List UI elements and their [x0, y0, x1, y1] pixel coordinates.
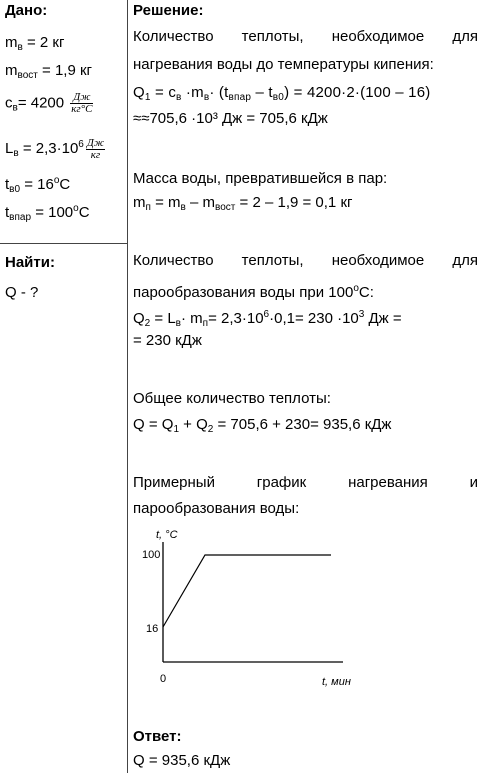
- given-boil-temp: $t_{впар} = 100^оС$: [5, 203, 90, 223]
- given-mass-remaining: $m_{вост} = 1,9$ кг: [5, 62, 92, 81]
- graph-heating-line: [163, 555, 331, 627]
- graph-tick-100: 100: [142, 549, 161, 561]
- solution-line-10: = 230 кДж: [133, 332, 202, 349]
- graph-y-label: t, °C: [156, 529, 178, 541]
- solution-line-3: $Q_1 = c_в \cdot m_в\cdot (t_{впар} - t_{в0}) = 4200\cdot 2\cdot(100 - 16)$: [133, 84, 431, 103]
- answer-value: Q = 935,6 кДж: [133, 752, 231, 769]
- solution-line-4: ≈≈705,6 ·10³ Дж = 705,6 кДж: [133, 110, 328, 127]
- solution-line-13: Примерный график нагревания и: [133, 474, 478, 491]
- solution-line-12: $Q = Q_1 + Q_2 = 705,6 + 230= 935,6$ кДж: [133, 416, 392, 435]
- solution-line-11: Общее количество теплоты:: [133, 390, 331, 407]
- given-header: Дано:: [5, 2, 48, 19]
- graph-origin: 0: [160, 673, 167, 685]
- graph-tick-16: 16: [146, 623, 159, 635]
- solution-line-7: Количество теплоты, необходимое для: [133, 252, 478, 269]
- solution-line-2: нагревания воды до температуры кипения:: [133, 56, 434, 73]
- given-latent-heat: $L_в = 2,3\cdot 10^6$ $\frac{Дж}{кг}$: [5, 136, 105, 161]
- solution-line-9: $Q_2 = L_в\cdot m_п= 2,3\cdot 10^6\cdot 0,1= 230 \cdot 10^3$ Дж =: [133, 309, 402, 329]
- solution-header: Решение:: [133, 2, 204, 19]
- solution-line-14: парообразования воды:: [133, 500, 300, 517]
- solution-line-1: Количество теплоты, необходимое для: [133, 28, 478, 45]
- solution-line-6: $m_п = m_в - m_{вост} = 2 - 1,9 = 0,1$ кг: [133, 194, 353, 213]
- solution-line-8: парообразования воды при $100^оС$:: [133, 283, 374, 301]
- section-divider: [0, 243, 127, 244]
- find-item: Q - ?: [5, 284, 39, 301]
- given-specific-heat: $c_в= 4200$ $\frac{Дж}{кг^\circ С}$: [5, 91, 93, 115]
- answer-header: Ответ:: [133, 728, 182, 745]
- given-initial-temp: $t_{в0} = 16^оС$: [5, 175, 71, 195]
- find-header: Найти:: [5, 254, 55, 271]
- given-mass-water: $m_в = 2$ кг: [5, 34, 65, 53]
- heating-graph: [128, 522, 388, 692]
- solution-line-5: Масса воды, превратившейся в пар:: [133, 170, 388, 187]
- graph-x-label: t, мин: [322, 676, 351, 688]
